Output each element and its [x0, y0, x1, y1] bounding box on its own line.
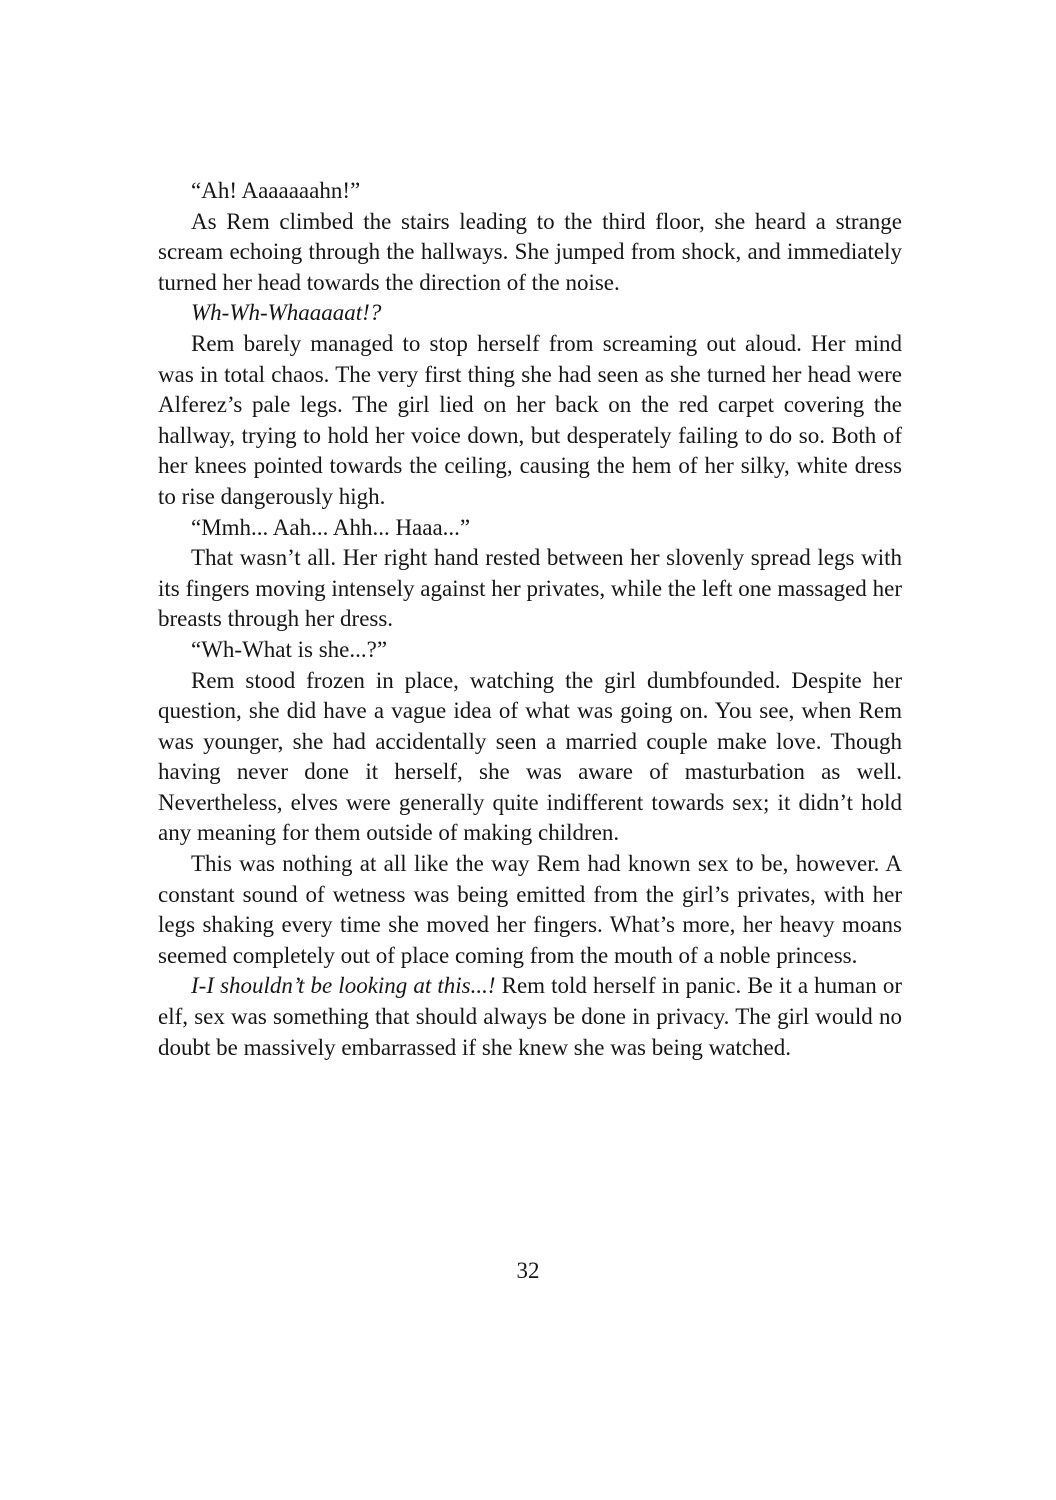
- page-number: 32: [516, 1258, 540, 1283]
- paragraph-narration-5: This was nothing at all like the way Rem had known sex to be, however. A constant sound of wetness was being emitted from the girl’s privates, with her legs shaking every time she moved her fingers. What’s more, her heavy moans seemed completely out of place coming from the mouth of a noble princess.: [158, 851, 902, 968]
- body-text: [158, 176, 902, 1063]
- paragraph-inner-thought-2: [158, 971, 902, 1063]
- paragraph-narration-4: Rem stood frozen in place, watching the girl dumbfounded. Despite her question, she did have a vague idea of what was going on. You see, when Rem was younger, she had accidentally seen a married couple make love. Though having never done it herself, she was aware of masturbation as well. Nevertheless, elves were generally quite indifferent towards sex; it didn’t hold any meaning for them outside of making children.: [158, 667, 902, 846]
- inner-thought-rest: Rem told herself in panic. Be it a human or elf, sex was something that should always be done in privacy. The girl would no doubt be massively embarrassed if she knew she was being watched.: [158, 973, 902, 1060]
- paragraph-scream-dialogue: “Ah! Aaaaaaahn!”: [191, 178, 361, 203]
- paragraph-question-dialogue: “Wh-What is she...?”: [191, 636, 388, 662]
- paragraph-narration-3: That wasn’t all. Her right hand rested between her slovenly spread legs with its fingers moving intensely against her privates, while the left one massaged her breasts through her dress.: [158, 545, 902, 632]
- paragraph-narration-1: As Rem climbed the stairs leading to the third floor, she heard a strange scream echoing through the hallways. She jumped from shock, and immediately turned her head towards the direction of the noise.: [158, 208, 902, 295]
- paragraph-moan-dialogue: “Mmh... Aah... Ahh... Haaa...”: [191, 514, 471, 540]
- paragraph-narration-2: Rem barely managed to stop herself from screaming out aloud. Her mind was in total chaos. The very first thing she had seen as she turned her head were Alferez’s pale legs. The girl lied on her back on the red carpet covering the hallway, trying to hold her voice down, but desperately failing to do so. Both of her knees pointed towards the ceiling, causing the hem of her silky, white dress to rise dangerously high.: [158, 330, 902, 509]
- inner-thought-lead: I-I shouldn’t be looking at this...!: [191, 973, 496, 999]
- paragraph-inner-thought-1: Wh-Wh-Whaaaaat!?: [191, 300, 382, 326]
